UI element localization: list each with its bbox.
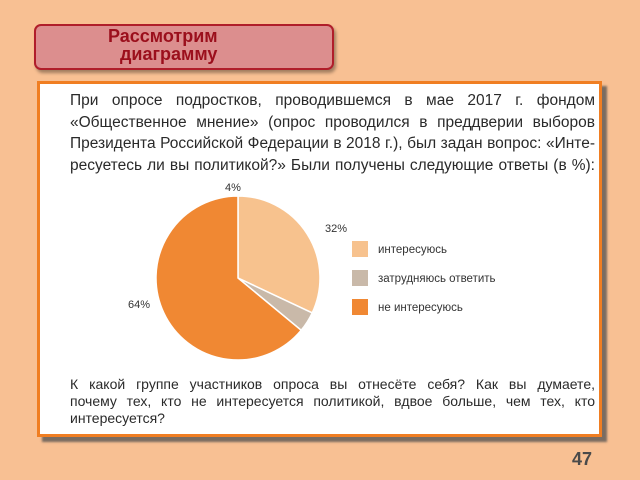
prompt-line: К какой группе участников опроса вы отнесёте себя? Как вы думаете, xyxy=(70,376,595,392)
pie-value-label: 64% xyxy=(128,299,151,311)
question-line: ресуетесь ли вы политикой?» Были получены следующие ответы (в %): xyxy=(70,156,595,174)
textbook-card xyxy=(37,81,602,437)
prompt-text xyxy=(70,376,595,427)
legend-label: интересуюсь xyxy=(378,244,447,256)
legend-swatch xyxy=(352,299,368,315)
slide-title xyxy=(34,24,334,70)
question-line: При опросе подростков, проводившемся в мае 2017 г. фондом xyxy=(70,92,595,109)
question-line: Президента Российской Федерации в 2018 г.), был задан вопрос: «Инте- xyxy=(70,135,595,152)
legend-swatch xyxy=(352,270,368,286)
pie-value-label: 4% xyxy=(225,182,241,194)
legend-label: затрудняюсь ответить xyxy=(378,273,496,285)
slide-title-line-1: Рассмотрим xyxy=(108,26,218,46)
page-number: 47 xyxy=(572,449,593,469)
prompt-line: интересуется? xyxy=(70,410,165,426)
legend-swatch xyxy=(352,241,368,257)
question-line: «Общественное мнение» (опрос проводился в преддверии выборов xyxy=(70,113,595,131)
pie-value-label: 32% xyxy=(325,223,348,235)
legend-label: не интересуюсь xyxy=(378,302,463,314)
slide-title-line-2: диаграмму xyxy=(120,44,218,64)
prompt-line: почему тех, кто не интересуется политикой, вдвое больше, чем тех, кто xyxy=(70,393,595,409)
